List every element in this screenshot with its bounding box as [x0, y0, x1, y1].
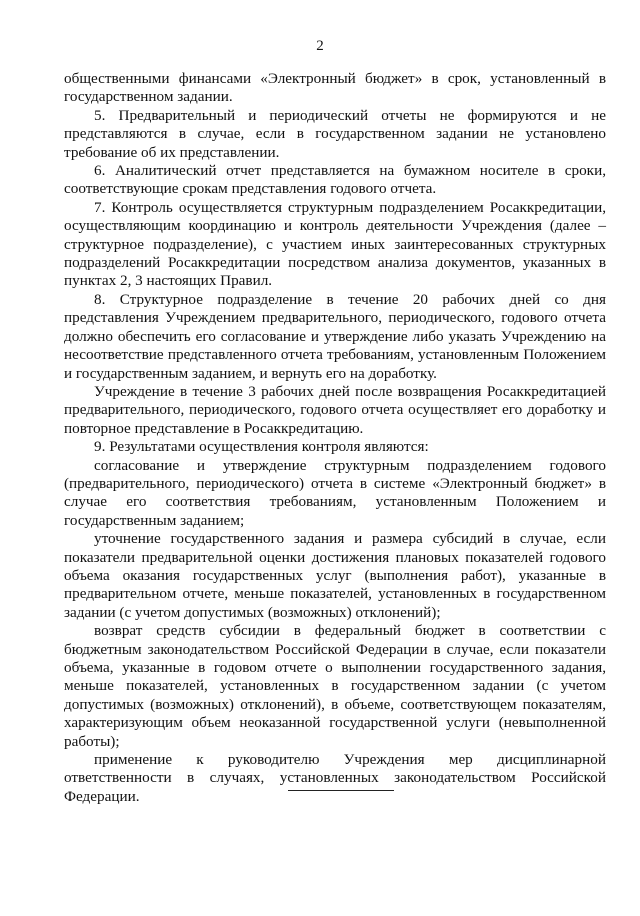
- paragraph-item-6: 6. Аналитический отчет представляется на бумажном носителе в сроки, соответствующие срокам представления годового отчета.: [64, 162, 606, 198]
- paragraph-item-9: 9. Результатами осуществления контроля являются:: [94, 438, 429, 456]
- paragraph-item-5: 5. Предварительный и периодический отчеты не формируются и не представляются в случае, если в государственном задании не установлено требование об их представлении.: [64, 106, 606, 161]
- result-disciplinary-measures: применение к руководителю Учреждения мер дисциплинарной ответственности в случаях, установленных законодательством Российской Федерации.: [64, 751, 606, 805]
- end-separator-line: [288, 790, 394, 791]
- result-task-adjustment: уточнение государственного задания и размера субсидий в случае, если показатели предварительной оценки достижения плановых показателей годового объема оказания государственных услуг (выполнения работ), указанные в предварительном отчете, меньше показателей, установленных в государственном задании (с учетом допустимых (возможных) отклонений);: [64, 530, 606, 621]
- result-subsidy-return: возврат средств субсидии в федеральный бюджет в соответствии с бюджетным законодательством Российской Федерации в случае, если показатели объема, указанные в годовом отчете о выполнении государственного задания, меньше показателей, установленных в государственном задании (с учетом допустимых (возможных) отклонений), в объеме, соответствующем показателям, характеризующим объем неоказанной государственной услуги (невыполненной работы);: [64, 622, 606, 750]
- paragraph-item-8-continued: Учреждение в течение 3 рабочих дней после возвращения Росаккредитацией предварительного, периодического, годового отчета осуществляет его доработку и повторное представление в Росаккредитацию.: [64, 382, 606, 437]
- result-approval: согласование и утверждение структурным подразделением годового (предварительного, периодического) отчета в системе «Электронный бюджет» в случае его соответствия требованиям, установленным Положением и государственным заданием;: [64, 456, 606, 529]
- page-number: 2: [316, 38, 324, 54]
- paragraph-continuation: общественными финансами «Электронный бюджет» в срок, установленный в государственном задании.: [64, 70, 606, 106]
- paragraph-item-8: 8. Структурное подразделение в течение 20 рабочих дней со дня представления Учреждением предварительного, периодического, годового отчета должно обеспечить его согласование и утверждение либо указать Учреждению на несоответствие представленного отчета требованиям, установленным Положением и государственным заданием, и вернуть его на доработку.: [64, 290, 606, 382]
- paragraph-item-7: 7. Контроль осуществляется структурным подразделением Росаккредитации, осуществляющим координацию и контроль деятельности Учреждения (далее – структурное подразделение), с участием иных заинтересованных структурных подразделений Росаккредитации посредством анализа документов, указанных в пунктах 2, 3 настоящих Правил.: [64, 198, 606, 290]
- document-body: [64, 70, 606, 806]
